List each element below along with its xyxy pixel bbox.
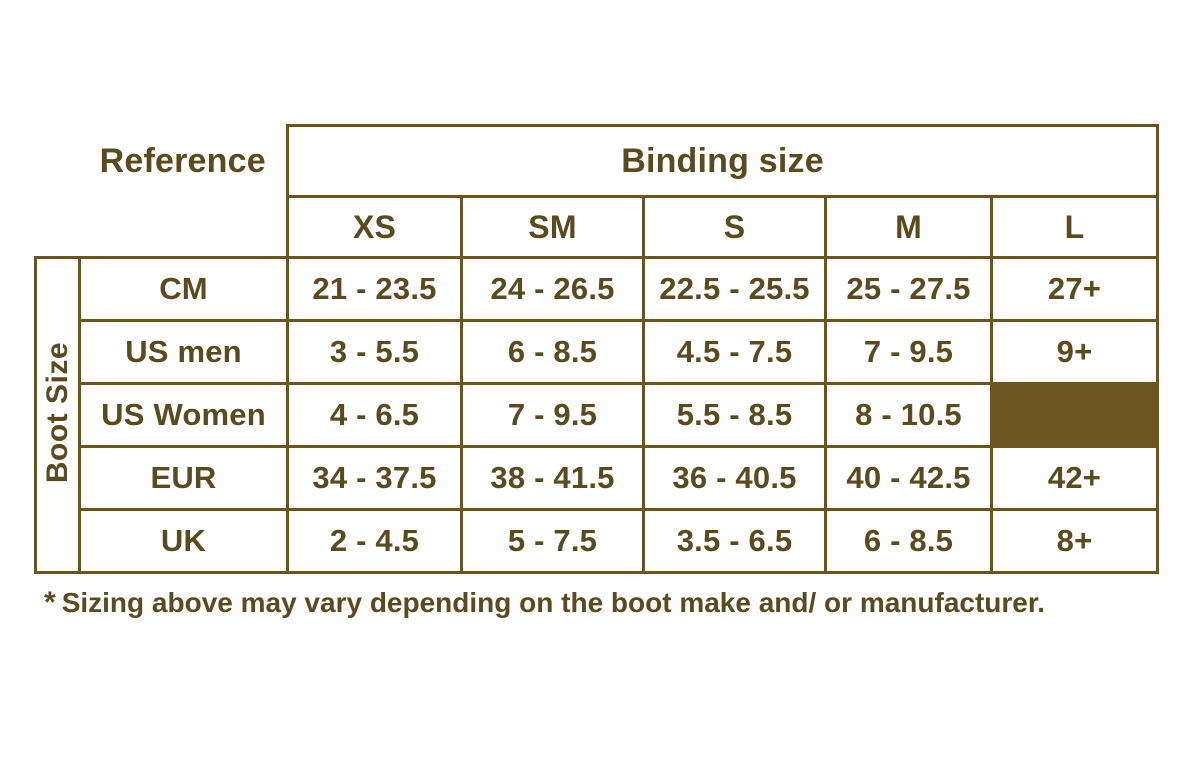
reference-label: Reference	[99, 142, 266, 180]
corner-spacer	[36, 126, 80, 197]
corner-spacer-3	[80, 197, 288, 258]
cell-us-women-xs: 4 - 6.5	[288, 384, 462, 447]
cell-eur-l: 42+	[992, 447, 1158, 510]
row-header-us-men: US men	[80, 321, 288, 384]
row-header-uk: UK	[80, 510, 288, 573]
row-header-cm: CM	[80, 258, 288, 321]
cell-uk-sm: 5 - 7.5	[462, 510, 644, 573]
cell-us-women-m: 8 - 10.5	[826, 384, 992, 447]
footnote	[44, 586, 1045, 620]
cell-us-men-m: 7 - 9.5	[826, 321, 992, 384]
column-header-s: S	[644, 197, 826, 258]
table-header-row-title	[36, 126, 1158, 197]
cell-uk-xs: 2 - 4.5	[288, 510, 462, 573]
table-row	[36, 510, 1158, 573]
cell-cm-m: 25 - 27.5	[826, 258, 992, 321]
column-header-l: L	[992, 197, 1158, 258]
cell-uk-s: 3.5 - 6.5	[644, 510, 826, 573]
footnote-text: Sizing above may vary depending on the boot make and/ or manufacturer.	[61, 587, 1046, 618]
row-header-eur: EUR	[80, 447, 288, 510]
table-row	[36, 258, 1158, 321]
table-row	[36, 384, 1158, 447]
cell-cm-sm: 24 - 26.5	[462, 258, 644, 321]
footnote-marker: *	[44, 586, 56, 619]
cell-cm-s: 22.5 - 25.5	[644, 258, 826, 321]
table-row	[36, 321, 1158, 384]
binding-size-table	[34, 124, 1159, 574]
cell-us-men-s: 4.5 - 7.5	[644, 321, 826, 384]
cell-eur-xs: 34 - 37.5	[288, 447, 462, 510]
cell-eur-sm: 38 - 41.5	[462, 447, 644, 510]
cell-us-women-l	[992, 384, 1158, 447]
cell-cm-l: 27+	[992, 258, 1158, 321]
cell-eur-s: 36 - 40.5	[644, 447, 826, 510]
column-header-sm: SM	[462, 197, 644, 258]
table-row	[36, 447, 1158, 510]
row-header-us-women: US Women	[80, 384, 288, 447]
cell-us-women-sm: 7 - 9.5	[462, 384, 644, 447]
binding-size-title: Binding size	[288, 126, 1158, 197]
cell-eur-m: 40 - 42.5	[826, 447, 992, 510]
table-header-row-sizes	[36, 197, 1158, 258]
cell-us-men-xs: 3 - 5.5	[288, 321, 462, 384]
column-header-m: M	[826, 197, 992, 258]
corner-spacer-2	[36, 197, 80, 258]
column-header-xs: XS	[288, 197, 462, 258]
cell-us-men-l: 9+	[992, 321, 1158, 384]
cell-cm-xs: 21 - 23.5	[288, 258, 462, 321]
size-chart	[34, 124, 1156, 574]
cell-uk-l: 8+	[992, 510, 1158, 573]
cell-uk-m: 6 - 8.5	[826, 510, 992, 573]
cell-us-men-sm: 6 - 8.5	[462, 321, 644, 384]
boot-size-axis-label	[36, 258, 80, 573]
boot-size-axis-text: Boot Size	[40, 341, 74, 484]
cell-us-women-s: 5.5 - 8.5	[644, 384, 826, 447]
